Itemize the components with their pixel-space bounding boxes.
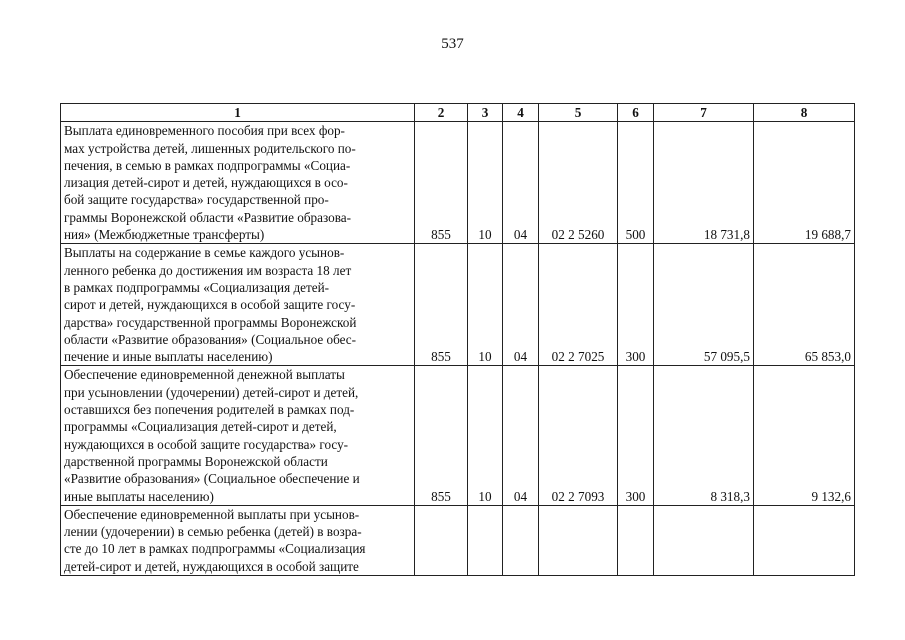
cell-amount-2: 65 853,0 (754, 244, 855, 366)
description-line: программы «Социализация детей-сирот и детей, (64, 419, 337, 435)
cell-amount-2 (754, 505, 855, 575)
header-col-5: 5 (539, 104, 618, 122)
cell-target-article: 02 2 7093 (539, 366, 618, 505)
row-description (61, 244, 415, 366)
header-row (61, 104, 855, 122)
description-line: лении (удочерении) в семью ребенка (детей) в возра- (64, 524, 362, 540)
header-col-1: 1 (61, 104, 415, 122)
table-row (61, 122, 855, 244)
description-line: детей-сирот и детей, нуждающихся в особой защите (64, 558, 359, 574)
table-row (61, 366, 855, 505)
header-col-3: 3 (468, 104, 503, 122)
description-line: печения, в семью в рамках подпрограммы «Социа- (64, 157, 351, 173)
cell-expense-type: 300 (618, 244, 654, 366)
description-line: нуждающихся в особой защите государства» госу- (64, 436, 349, 452)
header-col-2: 2 (415, 104, 468, 122)
cell-amount-1: 8 318,3 (654, 366, 754, 505)
description-line: дарственной программы Воронежской области (64, 453, 328, 469)
budget-table (60, 103, 855, 576)
page-number: 537 (441, 36, 464, 52)
cell-target-article: 02 2 5260 (539, 122, 618, 244)
description-line: области «Развитие образования» (Социальное обес- (64, 331, 357, 347)
cell-expense-type: 300 (618, 366, 654, 505)
description-line: ленного ребенка до достижения им возраста 18 лет (64, 262, 352, 278)
description-line: иные выплаты населению) (64, 488, 214, 504)
header-col-8: 8 (754, 104, 855, 122)
cell-section (468, 505, 503, 575)
row-description (61, 122, 415, 244)
description-line: ния» (Межбюджетные трансферты) (64, 227, 265, 243)
cell-ministry-code: 855 (415, 366, 468, 505)
cell-subsection: 04 (503, 244, 539, 366)
cell-amount-2: 19 688,7 (754, 122, 855, 244)
cell-amount-1: 57 095,5 (654, 244, 754, 366)
description-line: дарства» государственной программы Воронежской (64, 314, 357, 330)
description-line: лизация детей-сирот и детей, нуждающихся в осо- (64, 175, 348, 191)
description-line: сте до 10 лет в рамках подпрограммы «Социализация (64, 541, 366, 557)
description-line: при усыновлении (удочерении) детей-сирот и детей, (64, 384, 359, 400)
cell-ministry-code: 855 (415, 122, 468, 244)
table-row (61, 244, 855, 366)
description-line: сирот и детей, нуждающихся в особой защите госу- (64, 297, 356, 313)
description-line: Выплаты на содержание в семье каждого усынов- (64, 245, 345, 261)
description-line: граммы Воронежской области «Развитие образова- (64, 209, 352, 225)
cell-ministry-code: 855 (415, 244, 468, 366)
cell-amount-2: 9 132,6 (754, 366, 855, 505)
cell-amount-1 (654, 505, 754, 575)
description-line: Обеспечение единовременной выплаты при усынов- (64, 506, 360, 522)
description-line: печение и иные выплаты населению) (64, 349, 273, 365)
header-col-6: 6 (618, 104, 654, 122)
description-line: Обеспечение единовременной денежной выплаты (64, 367, 345, 383)
cell-target-article: 02 2 7025 (539, 244, 618, 366)
cell-section: 10 (468, 122, 503, 244)
description-line: в рамках подпрограммы «Социализация детей- (64, 279, 330, 295)
cell-expense-type: 500 (618, 122, 654, 244)
cell-expense-type (618, 505, 654, 575)
description-line: мах устройства детей, лишенных родительского по- (64, 140, 356, 156)
row-description (61, 505, 415, 575)
description-line: бой защите государства» государственной про- (64, 192, 329, 208)
description-line: оставшихся без попечения родителей в рамках под- (64, 402, 355, 418)
cell-subsection: 04 (503, 122, 539, 244)
cell-target-article (539, 505, 618, 575)
cell-subsection: 04 (503, 366, 539, 505)
cell-amount-1: 18 731,8 (654, 122, 754, 244)
cell-section: 10 (468, 244, 503, 366)
cell-ministry-code (415, 505, 468, 575)
table-row (61, 505, 855, 575)
header-col-4: 4 (503, 104, 539, 122)
description-line: «Развитие образования» (Социальное обеспечение и (64, 471, 360, 487)
header-col-7: 7 (654, 104, 754, 122)
description-line: Выплата единовременного пособия при всех фор- (64, 123, 345, 139)
cell-section: 10 (468, 366, 503, 505)
cell-subsection (503, 505, 539, 575)
row-description (61, 366, 415, 505)
